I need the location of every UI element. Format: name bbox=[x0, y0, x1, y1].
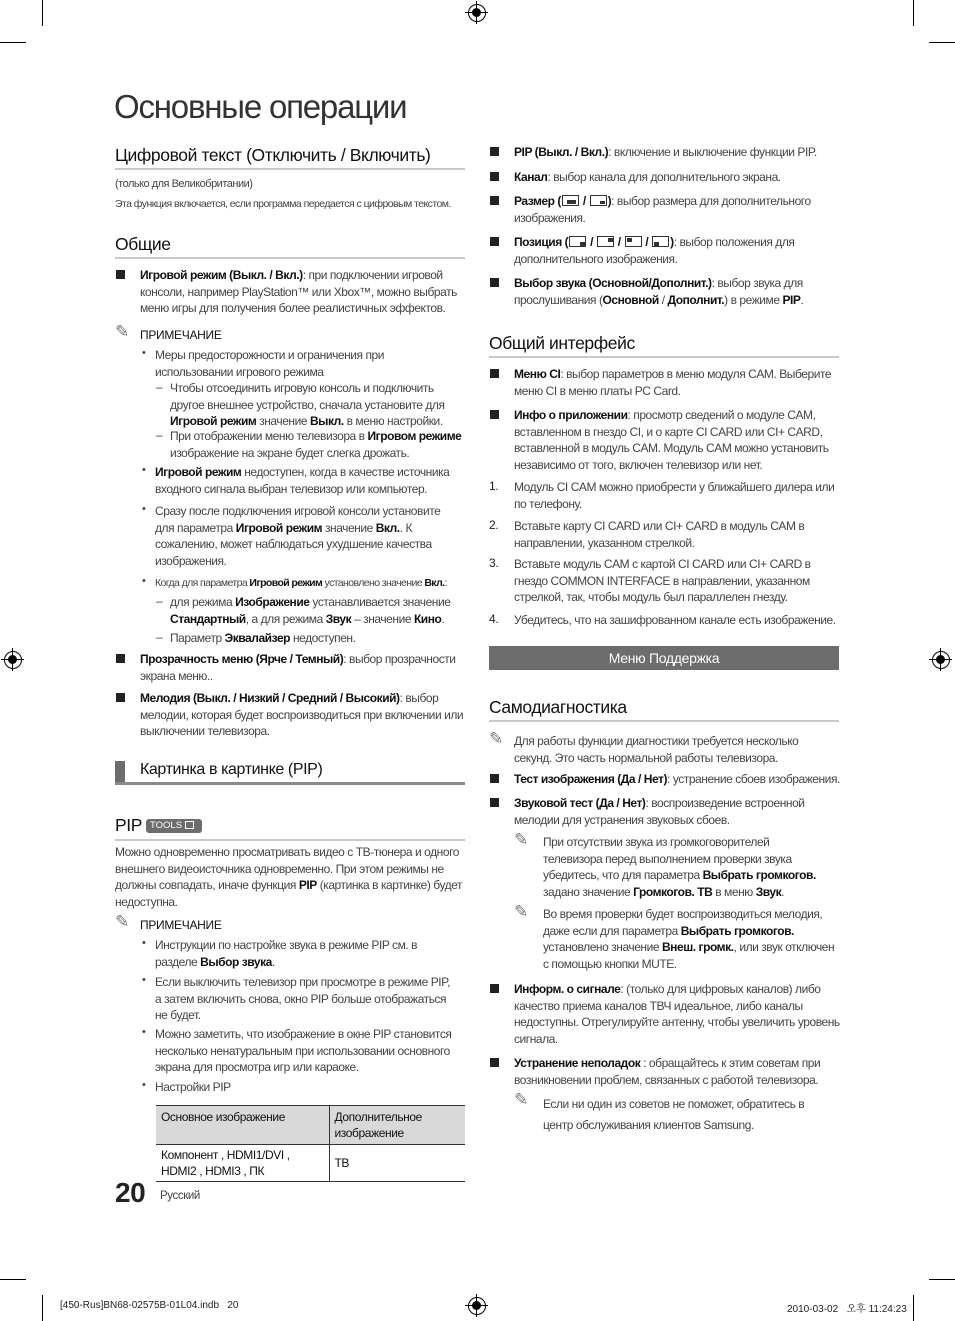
note-item bbox=[155, 347, 415, 380]
file-info: [450-Rus]BN68-02575B-01L04.indb 20 bbox=[60, 1300, 239, 1311]
pos-tr-icon bbox=[597, 236, 614, 247]
text-run: Вставьте карту CI CARD или CI+ CARD в модуль CAM в направлении, указанном стрелкой. bbox=[514, 519, 805, 550]
bold-term: PIP bbox=[298, 878, 317, 893]
table-header-cell: Дополнительное изображение bbox=[334, 1110, 422, 1140]
registration-mark-icon bbox=[468, 1297, 486, 1315]
note-pencil-icon: ✎ bbox=[514, 1090, 529, 1109]
step-text bbox=[514, 556, 814, 606]
bold-term: Звуковой тест (Да / Нет) bbox=[514, 796, 646, 810]
text-run: изображение на экране будет слегка дрожать. bbox=[170, 445, 410, 460]
text-run: : выбор звука для прослушивания ( bbox=[514, 276, 803, 307]
text-run: – значение bbox=[351, 611, 414, 626]
dash-icon: – bbox=[156, 380, 163, 394]
pos-bl-icon bbox=[652, 236, 669, 247]
bold-term: ) bbox=[670, 235, 674, 249]
note-subitem bbox=[170, 380, 462, 430]
text-run: Настройки PIP bbox=[155, 1080, 231, 1094]
text-run: , или звук отключен с помощью кнопки MUTE. bbox=[543, 940, 835, 971]
menu-item-sound-select bbox=[514, 275, 814, 308]
text-run: : (только для цифровых каналов) либо качество приема каналов ТВЧ идеальное, либо каналы недоступны. Отрегулируйте антенну, чтобы увеличить уровень сигнала. bbox=[514, 982, 840, 1046]
menu-item-pip bbox=[514, 144, 839, 161]
dash-icon: – bbox=[156, 630, 163, 644]
bullet-square-icon bbox=[490, 798, 499, 807]
bold-term: Тест изображения (Да / Нет) bbox=[514, 772, 668, 786]
divider bbox=[115, 839, 465, 841]
text-run: установлено значение bbox=[543, 940, 662, 955]
text-run: Можно одновременно просматривать видео с ТВ-тюнера и одного внешнего видеоисточника одновременно. При этом режимы не должны совпадать, иначе функция bbox=[115, 845, 459, 893]
bullet-square-icon bbox=[490, 237, 499, 246]
bold-term: Игровом режиме bbox=[367, 429, 462, 443]
bullet-square-icon bbox=[490, 172, 499, 181]
text-run: Когда для параметра bbox=[155, 577, 250, 589]
bold-term: Вкл. bbox=[424, 577, 445, 589]
text-run: в меню настройки. bbox=[343, 414, 443, 429]
divider bbox=[115, 782, 465, 785]
pip-settings-table bbox=[156, 1105, 465, 1182]
bullet-square-icon bbox=[116, 693, 125, 702]
section-heading: Общий интерфейс bbox=[489, 333, 635, 353]
tools-badge-label: TOOLS bbox=[150, 820, 183, 831]
text-run: . bbox=[441, 611, 445, 626]
menu-item-picture-test bbox=[514, 771, 854, 788]
note-item bbox=[155, 464, 463, 497]
text-run: Меры предосторожности и ограничения при использовании игрового режима bbox=[155, 348, 384, 379]
bold-term: Информ. о сигнале bbox=[514, 982, 621, 996]
bold-term: Громкогов. ТВ bbox=[633, 884, 713, 899]
menu-item-transparency bbox=[140, 651, 460, 684]
menu-item-channel bbox=[514, 169, 839, 186]
divider bbox=[115, 168, 465, 170]
text: (только для Великобритании) bbox=[115, 178, 253, 190]
crop-mark bbox=[913, 1295, 914, 1321]
bold-term: Вкл. bbox=[375, 520, 400, 535]
note-text bbox=[543, 834, 823, 900]
crop-mark bbox=[42, 1295, 43, 1321]
bold-term: Меню CI bbox=[514, 367, 561, 381]
bold-term: Внеш. громк. bbox=[661, 940, 734, 955]
section-marker bbox=[115, 761, 125, 783]
size-large-icon bbox=[562, 195, 579, 206]
dash-icon: – bbox=[156, 428, 163, 442]
note-pencil-icon: ✎ bbox=[514, 902, 529, 921]
note-subitem bbox=[170, 428, 466, 461]
bold-term: PIP bbox=[782, 292, 801, 307]
table-header-cell: Основное изображение bbox=[156, 1106, 329, 1145]
bold-term: Выбрать громкогов. bbox=[680, 923, 794, 938]
bold-term: Выбор звука (Основной/Дополнит.) bbox=[514, 276, 712, 290]
text-run: , а для режима bbox=[245, 611, 326, 626]
bullet-square-icon bbox=[490, 984, 499, 993]
bold-term: Звук bbox=[755, 884, 782, 899]
note-pencil-icon: ✎ bbox=[489, 729, 504, 748]
bold-term: Выбрать громкогов. bbox=[702, 868, 816, 883]
text-run: недоступен, когда в качестве источника входного сигнала выбран телевизор или компьютер. bbox=[155, 465, 450, 496]
text-run: При отображении меню телевизора в bbox=[170, 429, 368, 443]
text-run: При отсутствии звука из громкоговорителей телевизора перед выполнением проверки звука убедитесь, что для параметра bbox=[543, 835, 792, 883]
text-run: . bbox=[800, 292, 804, 307]
text-run: : выбор прозрачности экрана меню.. bbox=[140, 652, 456, 683]
bullet-dot-icon: • bbox=[142, 503, 146, 515]
bold-term: Игровой режим bbox=[170, 414, 257, 429]
tools-badge bbox=[146, 819, 202, 833]
note-subitem bbox=[170, 594, 460, 627]
text-run: недоступен. bbox=[290, 631, 356, 645]
note-subitem bbox=[170, 630, 460, 647]
divider bbox=[489, 720, 839, 722]
size-small-icon bbox=[590, 195, 607, 206]
crop-mark bbox=[929, 1279, 955, 1280]
menu-item-signal-info bbox=[514, 981, 840, 1047]
note-item bbox=[155, 974, 459, 1024]
step-number: 2. bbox=[489, 518, 499, 532]
text-run: значение bbox=[256, 414, 310, 429]
text-run: ) в режиме bbox=[724, 292, 783, 307]
bullet-square-icon bbox=[490, 147, 499, 156]
text: Эта функция включается, если программа передается с цифровым текстом. bbox=[115, 198, 451, 210]
registration-mark-icon bbox=[932, 651, 950, 669]
text-run: Для работы функции диагностики требуется несколько секунд. Это часть нормальной работы телевизора. bbox=[514, 734, 799, 765]
note-item bbox=[155, 575, 475, 591]
text-run: для режима bbox=[170, 595, 236, 609]
menu-item-game-mode bbox=[140, 267, 462, 317]
bullet-dot-icon: • bbox=[142, 1079, 146, 1091]
bold-term: Позиция ( bbox=[514, 235, 569, 249]
bullet-dot-icon: • bbox=[142, 464, 146, 476]
bold-term: Дополнит. bbox=[667, 292, 725, 307]
table-row bbox=[156, 1145, 465, 1182]
step-number: 1. bbox=[489, 479, 499, 493]
bullet-square-icon bbox=[490, 410, 499, 419]
note-item bbox=[155, 1026, 461, 1076]
timestamp: 2010-03-02 오후 11:24:23 bbox=[787, 1304, 907, 1315]
text-run: : обращайтесь к этим советам при возникновении проблем, связанных с работой телевизора. bbox=[514, 1056, 821, 1087]
text-run: . bbox=[781, 884, 785, 899]
bold-term: Мелодия (Выкл. / Низкий / Средний / Высокий) bbox=[140, 691, 400, 705]
crop-mark bbox=[929, 42, 955, 43]
bold-term: ) bbox=[607, 194, 612, 208]
bold-term: Звук bbox=[325, 611, 352, 626]
bold-term: Изображение bbox=[235, 595, 310, 609]
bold-term: Размер ( bbox=[514, 194, 561, 208]
text-run: : выбор параметров в меню модуля CAM. Выберите меню CI в меню платы PC Card. bbox=[514, 367, 832, 398]
menu-item-troubleshooting bbox=[514, 1055, 824, 1088]
step-number: 4. bbox=[489, 612, 499, 626]
bullet-square-icon bbox=[490, 369, 499, 378]
table-cell: ТВ bbox=[334, 1156, 350, 1170]
language-label: Русский bbox=[160, 1190, 200, 1202]
bold-term: Канал bbox=[514, 170, 548, 184]
registration-mark-icon bbox=[468, 4, 486, 22]
bold-term: Кино bbox=[413, 611, 442, 626]
text-run: : включение и выключение функции PIP. bbox=[608, 145, 817, 159]
bold-term: / bbox=[614, 235, 624, 249]
bullet-dot-icon: • bbox=[142, 937, 146, 949]
bold-term: Игровой режим (Выкл. / Вкл.) bbox=[140, 268, 303, 282]
bold-term: Стандартный bbox=[170, 611, 246, 626]
section-heading: Самодиагностика bbox=[489, 697, 627, 717]
bold-term: Игровой режим bbox=[155, 465, 242, 479]
crop-mark bbox=[913, 0, 914, 26]
bold-term: Эквалайзер bbox=[224, 631, 291, 645]
text-run: Убедитесь, что на зашифрованном канале есть изображение. bbox=[514, 613, 836, 627]
text-run: / bbox=[658, 292, 668, 307]
dash-icon: – bbox=[156, 594, 163, 608]
menu-item-ci-menu bbox=[514, 366, 834, 399]
text-run: : bbox=[444, 577, 447, 589]
bullet-square-icon bbox=[490, 196, 499, 205]
crop-mark bbox=[0, 42, 26, 43]
note-label: ПРИМЕЧАНИЕ bbox=[140, 328, 222, 342]
step-number: 3. bbox=[489, 556, 499, 570]
bullet-square-icon bbox=[116, 654, 125, 663]
menu-item-size bbox=[514, 193, 824, 226]
bold-term: / bbox=[642, 235, 652, 249]
section-heading: Картинка в картинке (PIP) bbox=[140, 761, 323, 778]
step-text bbox=[514, 479, 836, 512]
note-item bbox=[155, 1079, 455, 1096]
text-run: (картинка в картинке) будет недоступна. bbox=[115, 878, 463, 909]
menu-item-app-info bbox=[514, 407, 832, 473]
divider bbox=[115, 257, 465, 259]
bold-term: / bbox=[579, 194, 589, 208]
note-pencil-icon: ✎ bbox=[514, 830, 529, 849]
text-run: Если ни один из советов не поможет, обратитесь в центр обслуживания клиентов Samsung. bbox=[543, 1097, 805, 1132]
bullet-square-icon bbox=[116, 270, 125, 279]
page-title: Основные операции bbox=[114, 88, 407, 125]
bold-term: PIP (Выкл. / Вкл.) bbox=[514, 145, 609, 159]
section-heading: Общие bbox=[115, 234, 171, 254]
text-run: значение bbox=[322, 520, 376, 535]
text-run: : просмотр сведений о модуле CAM, вставленном в гнездо CI, и о карте CI CARD или CI+ CARD, вставленной в модуль CAM. Модуль CAM можно установить независимо от того, включен телевизор или нет. bbox=[514, 408, 829, 472]
text-run: Чтобы отсоединить игровую консоль и подключить другое внешнее устройство, сначала установите для bbox=[170, 381, 445, 412]
note-pencil-icon: ✎ bbox=[115, 912, 130, 931]
note-text bbox=[543, 906, 835, 972]
text-run: Параметр bbox=[170, 631, 225, 645]
text-run: . bbox=[271, 954, 275, 969]
pos-br-icon bbox=[569, 236, 586, 247]
text-run: . К сожалению, может наблюдаться ухудшение качества изображения. bbox=[155, 520, 432, 568]
note-label: ПРИМЕЧАНИЕ bbox=[140, 918, 222, 932]
text-run: : выбор положения для дополнительного изображения. bbox=[514, 235, 795, 266]
page-number: 20 bbox=[115, 1177, 146, 1208]
text-run: : устранение сбоев изображения. bbox=[667, 772, 840, 786]
text-run: в меню bbox=[712, 884, 756, 899]
bullet-dot-icon: • bbox=[142, 1026, 146, 1038]
bullet-square-icon bbox=[490, 1058, 499, 1067]
bold-term: Инфо о приложении bbox=[514, 408, 628, 422]
crop-mark bbox=[0, 1279, 26, 1280]
text-run: Модуль CI CAM можно приобрести у ближайшего дилера или по телефону. bbox=[514, 480, 835, 511]
text-run: задано значение bbox=[543, 884, 634, 899]
pip-heading: PIP bbox=[115, 815, 143, 835]
note-text bbox=[543, 1094, 818, 1136]
section-heading: Цифровой текст (Отключить / Включить) bbox=[115, 145, 431, 165]
table-header-row bbox=[156, 1106, 465, 1145]
menu-item-position bbox=[514, 234, 814, 267]
pip-intro bbox=[115, 844, 467, 910]
note-text bbox=[514, 733, 814, 766]
bold-term: Устранение неполадок bbox=[514, 1056, 641, 1070]
text-run: установлено значение bbox=[322, 577, 425, 589]
text-run: : воспроизведение встроенной мелодии для устранения звуковых сбоев. bbox=[514, 796, 805, 827]
bold-term: Прозрачность меню (Ярче / Темный) bbox=[140, 652, 344, 666]
crop-mark bbox=[42, 0, 43, 26]
bold-term: Выбор звука bbox=[200, 954, 272, 969]
bold-term: Выкл. bbox=[309, 414, 344, 429]
text-run: Вставьте модуль CAM с картой CI CARD или CI+ CARD в гнездо COMMON INTERFACE в направлении, указанном стрелкой, так, чтобы модуль был параллелен гнезду. bbox=[514, 557, 811, 605]
text-run: Сразу после подключения игровой консоли установите для параметра bbox=[155, 504, 441, 535]
menu-item-sound-test bbox=[514, 795, 814, 828]
tools-icon bbox=[185, 821, 194, 829]
text-run: Можно заметить, что изображение в окне PIP становится несколько ненатуральным при использовании основного экрана для просмотра игр или караоке. bbox=[155, 1027, 452, 1075]
bullet-dot-icon: • bbox=[142, 575, 146, 587]
bold-term: / bbox=[587, 235, 596, 249]
text-run: Если выключить телевизор при просмотре в режиме PIP, а затем включить снова, окно PIP больше отображаться не будет. bbox=[155, 975, 451, 1023]
support-menu-bar: Меню Поддержка bbox=[489, 646, 839, 670]
text-run: : при подключении игровой консоли, например PlayStation™ или Xbox™, можно выбрать меню игры для получения более реалистичных эффектов. bbox=[140, 268, 457, 316]
text-run: Инструкции по настройке звука в режиме PIP см. в разделе bbox=[155, 938, 418, 969]
text-run: Во время проверки будет воспроизводиться мелодия, даже если для параметра bbox=[543, 907, 823, 938]
pos-tl-icon bbox=[625, 236, 642, 247]
registration-mark-icon bbox=[4, 651, 22, 669]
text-run: : выбор размера для дополнительного изображения. bbox=[514, 194, 811, 225]
bold-term: Основной bbox=[602, 292, 659, 307]
bullet-dot-icon: • bbox=[142, 347, 146, 359]
text-run: устанавливается значение bbox=[309, 595, 451, 609]
text-run: : выбор мелодии, которая будет воспроизводиться при включении или выключении телевизора. bbox=[140, 691, 464, 739]
note-pencil-icon: ✎ bbox=[115, 322, 130, 341]
bullet-dot-icon: • bbox=[142, 974, 146, 986]
text-run: : выбор канала для дополнительного экрана. bbox=[547, 170, 781, 184]
bold-term: Игровой режим bbox=[235, 520, 323, 535]
note-item bbox=[155, 503, 451, 569]
divider bbox=[489, 356, 839, 358]
table-cell: Компонент , HDMI1/DVI , HDMI2 , HDMI3 , ПК bbox=[156, 1145, 329, 1182]
bullet-square-icon bbox=[490, 774, 499, 783]
bullet-square-icon bbox=[490, 278, 499, 287]
step-text bbox=[514, 612, 844, 629]
note-item bbox=[155, 937, 435, 970]
bold-term: Игровой режим bbox=[249, 577, 323, 589]
step-text bbox=[514, 518, 814, 551]
menu-item-melody bbox=[140, 690, 464, 740]
